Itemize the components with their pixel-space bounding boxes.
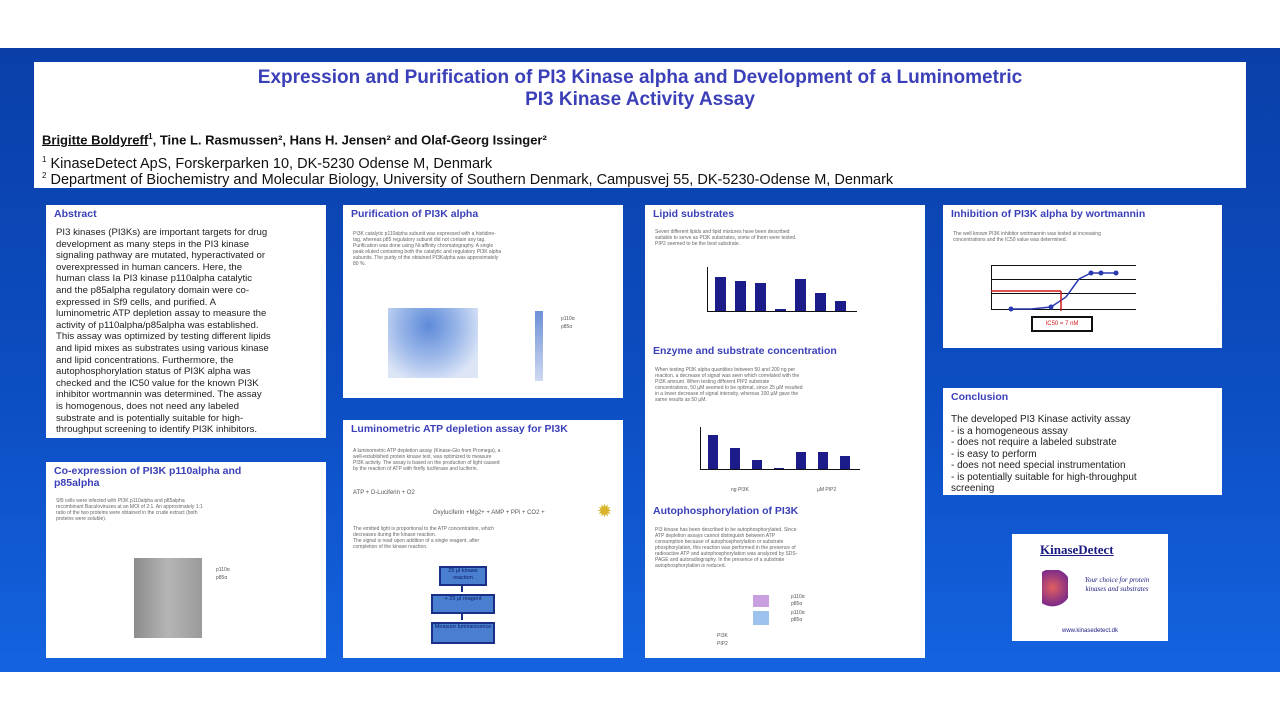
autophos-heading: Autophosphorylation of PI3K: [653, 505, 799, 517]
lipid-bar-1: [715, 277, 726, 311]
logo-tagline: Your choice for protein kinases and substrates: [1084, 576, 1150, 593]
luminometric-text: A luminometric ATP depletion assay (Kinase-Glo from Promega), a well-established protein kinase test, was optimized to measure PI3K activity. The assay is based on the production of light caused by the reaction of ATP with firefly luciferase and luciferin.: [353, 448, 501, 472]
autophos-row-pip2: PIP2: [717, 641, 728, 647]
autophos-text: PI3 kinase has been described to be autophosphorylated. Since ATP depletion assays cannot distinguish between ATP consumption because of autophosphorylation or substrate phosphorylation, this reaction was performed in the presence of radioactive ATP and autophosphorylation was analyzed by SDS- PAGE and autoradiography. In the presence of a substrate autophosphorylation is reduced.: [655, 527, 798, 569]
equation-1: ATP + D-Luciferin + O2: [353, 490, 415, 496]
enzyme-chart-x-axis: [700, 469, 860, 470]
autophos-label-1: p110α: [791, 594, 805, 600]
lipid-bar-3: [755, 283, 766, 311]
purification-text: PI3K catalytic p110alpha subunit was expressed with a histidine- tag, whereas p85 regulatory subunit did not contain any tag. Purification was done using Ni-affinity chromatography. A single peak eluted containing both the catalytic and regulatory PI3K alpha subunits. The purity of the obtained PI3Kalpha was approximately 80 %.: [353, 231, 502, 267]
autophos-band-1: [753, 595, 769, 607]
poster-header: [34, 62, 1246, 188]
lipid-bar-7: [835, 301, 846, 311]
ic50-value: IC50 = 7 nM: [1045, 321, 1079, 327]
purification-lane: [535, 311, 543, 381]
company-logo: [1012, 534, 1168, 641]
inhibition-panel: [943, 205, 1222, 348]
enzyme-bar-7: [840, 456, 850, 469]
equation-2: Oxyluciferin +Mg2+ + AMP + PPi + CO2 +: [433, 510, 545, 516]
affiliation-2: $^2$ Department of Biochemistry and Molecular Biology, University of Southern Denmark, Campusvej 55, DK-5230-Odense M, Denmark: [42, 171, 894, 188]
ic50-box: [1031, 316, 1093, 332]
abstract-panel: [46, 205, 326, 438]
autophos-row-pi3k: PI3K: [717, 633, 728, 639]
flow-arrow-1: [461, 584, 463, 592]
purification-gel: [388, 308, 478, 378]
abstract-heading: Abstract: [54, 208, 97, 220]
inhibition-curve: [991, 263, 1141, 313]
lipid-heading: Lipid substrates: [653, 208, 735, 220]
purif-label-p85: p85α: [561, 324, 573, 330]
autophos-label-3: p110α: [791, 610, 805, 616]
coexpression-gel: [134, 558, 202, 638]
enzyme-heading: Enzyme and substrate concentration: [653, 345, 837, 357]
coexpression-heading: Co-expression of PI3K p110alpha and p85alpha: [54, 465, 242, 489]
enzyme-bar-4: [774, 468, 784, 469]
other-authors: , Tine L. Rasmussen², Hans H. Jensen² and Olaf-Georg Issinger²: [152, 132, 547, 148]
lipid-text: Seven different lipids and lipid mixtures have been described suitable to serve as PI3K substrates, some of them were tested. PIP2 seemed to be the best substrate.: [655, 229, 797, 247]
autophos-label-4: p85α: [791, 617, 803, 623]
enzyme-bar-3: [752, 460, 762, 470]
luminometric-panel: [343, 420, 623, 658]
enzyme-group-label-1: ng PI3K: [731, 487, 749, 493]
inhibition-heading: Inhibition of PI3K alpha by wortmannin: [951, 208, 1146, 220]
luminometric-text-2: The emitted light is proportional to the ATP concentration, which decreases during the kinase reaction. The signal is read upon addition of a single reagent, after completion of the kinase reaction.: [353, 526, 495, 550]
conclusion-panel: [943, 388, 1222, 495]
flow-arrow-2: [461, 612, 463, 620]
author-list: Brigitte Boldyreff$^1$, Tine L. Rasmussen², Hans H. Jensen² and Olaf-Georg Issinger²: [42, 132, 547, 148]
autophos-band-2: [753, 611, 769, 625]
light-burst-icon: ✹: [597, 501, 613, 521]
enzyme-text: When testing PI3K alpha quantities between 50 and 200 ng per reaction, a decrease of signal was seen which correlated with the PI3K amount. When testing different PIP2 substrate concentrations, 50 µM seemed to be optimal, since 25 µM resulted in a lower decrease of signal intensity, whereas 100 µM gave the same results as 50 µM.: [655, 367, 803, 403]
title-line-1: Expression and Purification of PI3 Kinase alpha and Development of a Luminometric: [257, 67, 1023, 88]
lipid-bar-4: [775, 309, 786, 311]
lipid-bar-6: [815, 293, 826, 311]
title-line-2: PI3 Kinase Activity Assay: [525, 89, 755, 110]
autophos-label-2: p85α: [791, 601, 803, 607]
flow-step-1: 25 µl kinase reaction: [439, 566, 487, 586]
lipid-chart-x-axis: [707, 311, 857, 312]
logo-molecule-icon: [1042, 570, 1068, 614]
abstract-text: PI3 kinases (PI3Ks) are important targets for drug development as many steps in the PI3 kinase signaling pathway are mutated, hyperactivated or overexpressed in human cancers. Here, the human class Ia PI3 kinase p110alpha catalytic and the p85alpha regulatory domain were co- expressed in Sf9 cells, and purified. A luminometric ATP depletion assay to measure the activity of p110alpha/p85alpha was established. This assay was optimized by testing different lipids and lipid mixes as substrates using various kinase and lipid concentrations. Furthermore, the autophosphorylation status of PI3K alpha was checked and the IC50 value for the known PI3K inhibitor wortmannin was determined. The assay is homogenous, does not need any labeled substrate and is potentially suitable for high- throughput screening to identify PI3K inhibitors.: [56, 227, 271, 436]
coexpression-panel: [46, 462, 326, 658]
enzyme-bar-5: [796, 452, 806, 469]
enzyme-chart-y-axis: [700, 427, 701, 469]
gel-label-p85: p85α: [216, 575, 228, 581]
logo-name: KinaseDetect: [1040, 542, 1114, 557]
luminometric-heading: Luminometric ATP depletion assay for PI3K: [351, 423, 568, 435]
conclusion-text: The developed PI3 Kinase activity assay - is a homogeneous assay - does not require a labeled substrate - is easy to perform - does not need special instrumentation - is potentially suitable for high-throughput screening: [951, 414, 1137, 494]
lipid-bar-5: [795, 279, 806, 311]
enzyme-group-label-2: µM PIP2: [817, 487, 837, 493]
enzyme-bar-2: [730, 448, 740, 469]
affiliation-1: $^1$ KinaseDetect ApS, Forskerparken 10, DK-5230 Odense M, Denmark: [42, 155, 493, 172]
purification-panel: [343, 205, 623, 398]
poster-title: [34, 67, 1246, 111]
lipid-bar-2: [735, 281, 746, 311]
logo-url: www.kinasedetect.dk: [1061, 628, 1119, 634]
inhibition-text: The well known PI3K inhibitor wortmannin was tested at increasing concentrations and the IC50 value was determined.: [953, 231, 1101, 243]
purification-heading: Purification of PI3K alpha: [351, 208, 479, 220]
conclusion-heading: Conclusion: [951, 391, 1009, 403]
coexpression-text: Sf9 cells were infected with PI3K p110alpha and p85alpha recombinant Baculoviruses at an MOI of 2:1. An approximately 1:1 ratio of the two proteins were obtained in the crude extract (both proteins were soluble).: [56, 498, 203, 522]
first-author: Brigitte Boldyreff: [42, 132, 149, 148]
flow-step-3: Measure luminescence: [431, 622, 495, 644]
purif-label-p110: p110α: [561, 316, 575, 322]
lipid-chart-y-axis: [707, 267, 708, 311]
flow-step-2: + 25 µl reagent: [431, 594, 495, 614]
enzyme-bar-1: [708, 435, 718, 469]
lipid-enzyme-panel: [645, 205, 925, 658]
enzyme-bar-6: [818, 452, 828, 469]
gel-label-p110: p110α: [216, 567, 230, 573]
